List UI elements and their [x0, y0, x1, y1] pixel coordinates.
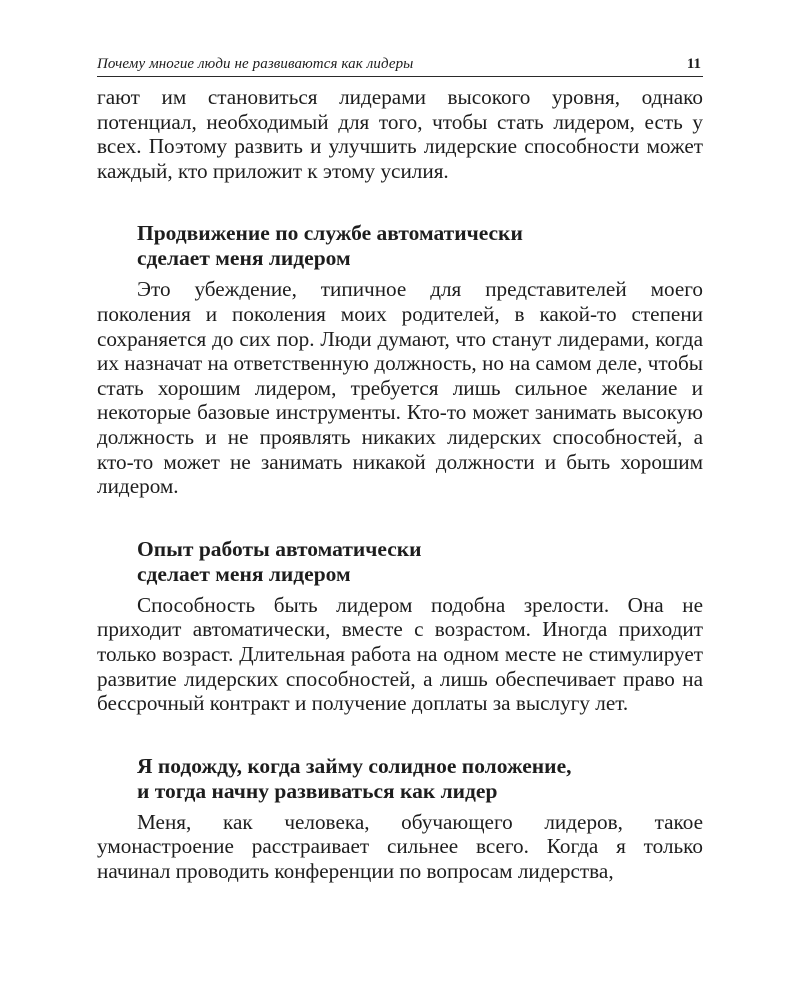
section-paragraph: Меня, как человека, обучающего лидеров, такое умонастроение расстраивает сильнее всего. Когда я только начинал проводить конференции по вопросам лидерства,: [97, 809, 703, 883]
page-body: [97, 85, 703, 883]
section-heading: [97, 754, 703, 804]
heading-line: Опыт работы автоматически: [137, 536, 422, 561]
page-number: 11: [686, 56, 701, 72]
section-promotion: [97, 221, 703, 498]
heading-line: сделает меня лидером: [137, 561, 351, 586]
section-heading: [97, 221, 703, 271]
book-page: [97, 56, 703, 883]
running-header: [97, 56, 703, 77]
section-experience: [97, 537, 703, 716]
heading-line: Продвижение по службе автоматически: [137, 221, 523, 246]
intro-paragraph: гают им становиться лидерами высокого уровня, однако потенциал, необходимый для того, чтобы стать лидером, есть у всех. Поэтому развить и улучшить лидерские способности может каждый, кто приложит к этому усилия.: [97, 85, 703, 183]
heading-line: Я подожду, когда займу солидное положение,: [137, 753, 572, 778]
heading-line: и тогда начну развиваться как лидер: [137, 778, 498, 803]
section-waiting: [97, 754, 703, 884]
section-heading: [97, 537, 703, 587]
heading-line: сделает меня лидером: [137, 246, 351, 271]
section-paragraph: Способность быть лидером подобна зрелости. Она не приходит автоматически, вместе с возрастом. Иногда приходит только возраст. Длительная работа на одном месте не стимулирует развитие лидерских способностей, а лишь обеспечивает право на бессрочный контракт и получение доплаты за выслугу лет.: [97, 592, 703, 716]
section-paragraph: Это убеждение, типичное для представителей моего поколения и поколения моих родителей, в какой-то степени сохраняется до сих пор. Люди думают, что станут лидерами, когда их назначат на ответственную должность, но на самом деле, чтобы стать хорошим лидером, требуется лишь сильное желание и некоторые базовые инструменты. Кто-то может занимать высокую должность и не проявлять никаких лидерских способностей, а кто-то может не занимать никакой должности и быть хорошим лидером.: [97, 277, 703, 499]
running-title: Почему многие люди не развиваются как лидеры: [97, 56, 414, 72]
